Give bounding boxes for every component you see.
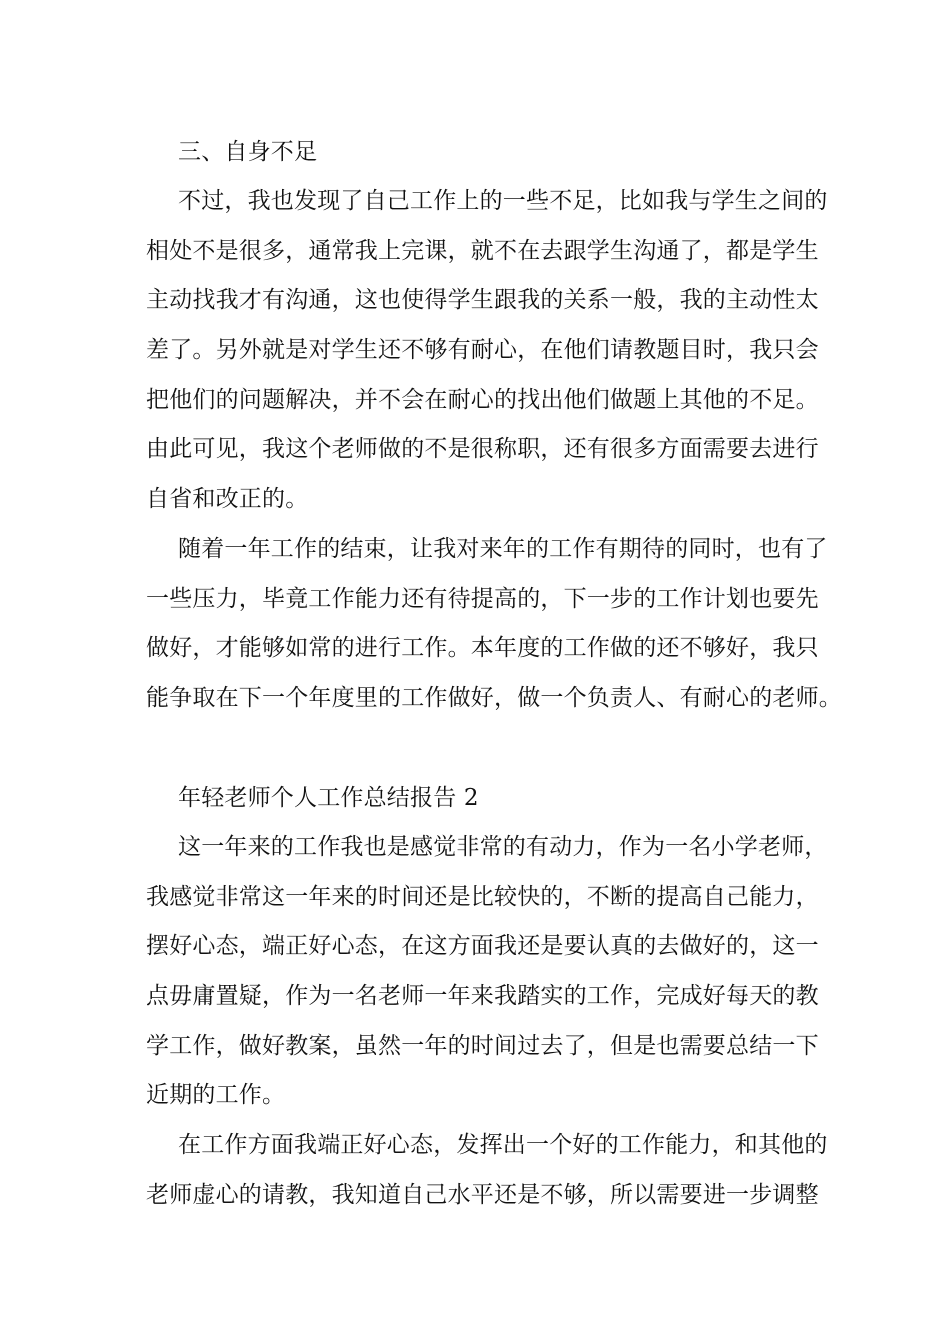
paragraph-line: 差了。另外就是对学生还不够有耐心，在他们请教题目时，我只会 bbox=[146, 337, 819, 363]
paragraph-line: 这一年来的工作我也是感觉非常的有动力，作为一名小学老师， bbox=[178, 834, 828, 860]
paragraph-line: 点毋庸置疑，作为一名老师一年来我踏实的工作，完成好每天的教 bbox=[146, 983, 819, 1009]
section-heading: 三、自身不足 bbox=[178, 139, 318, 165]
paragraph-line: 在工作方面我端正好心态，发挥出一个好的工作能力，和其他的 bbox=[178, 1132, 828, 1158]
paragraph-line: 做好，才能够如常的进行工作。本年度的工作做的还不够好，我只 bbox=[146, 635, 819, 661]
paragraph-line: 自省和改正的。 bbox=[146, 486, 309, 512]
report-title: 年轻老师个人工作总结报告 2 bbox=[178, 785, 479, 811]
paragraph-line: 随着一年工作的结束，让我对来年的工作有期待的同时，也有了 bbox=[178, 536, 828, 562]
paragraph-line: 老师虚心的请教，我知道自己水平还是不够，所以需要进一步调整 bbox=[146, 1182, 819, 1208]
paragraph-line: 近期的工作。 bbox=[146, 1082, 286, 1108]
paragraph-line: 一些压力，毕竟工作能力还有待提高的，下一步的工作计划也要先 bbox=[146, 586, 819, 612]
paragraph-line: 不过，我也发现了自己工作上的一些不足，比如我与学生之间的 bbox=[178, 188, 828, 214]
paragraph-line: 把他们的问题解决，并不会在耐心的找出他们做题上其他的不足。 bbox=[146, 387, 819, 413]
paragraph-line: 学工作，做好教案，虽然一年的时间过去了，但是也需要总结一下 bbox=[146, 1033, 819, 1059]
paragraph-line: 相处不是很多，通常我上完课，就不在去跟学生沟通了，都是学生 bbox=[146, 238, 819, 264]
paragraph-line: 由此可见，我这个老师做的不是很称职，还有很多方面需要去进行 bbox=[146, 436, 819, 462]
paragraph-line: 我感觉非常这一年来的时间还是比较快的，不断的提高自己能力， bbox=[146, 884, 819, 910]
paragraph-line: 主动找我才有沟通，这也使得学生跟我的关系一般，我的主动性太 bbox=[146, 287, 819, 313]
paragraph-line: 能争取在下一个年度里的工作做好，做一个负责人、有耐心的老师。 bbox=[146, 685, 842, 711]
paragraph-line: 摆好心态，端正好心态，在这方面我还是要认真的去做好的，这一 bbox=[146, 933, 819, 959]
